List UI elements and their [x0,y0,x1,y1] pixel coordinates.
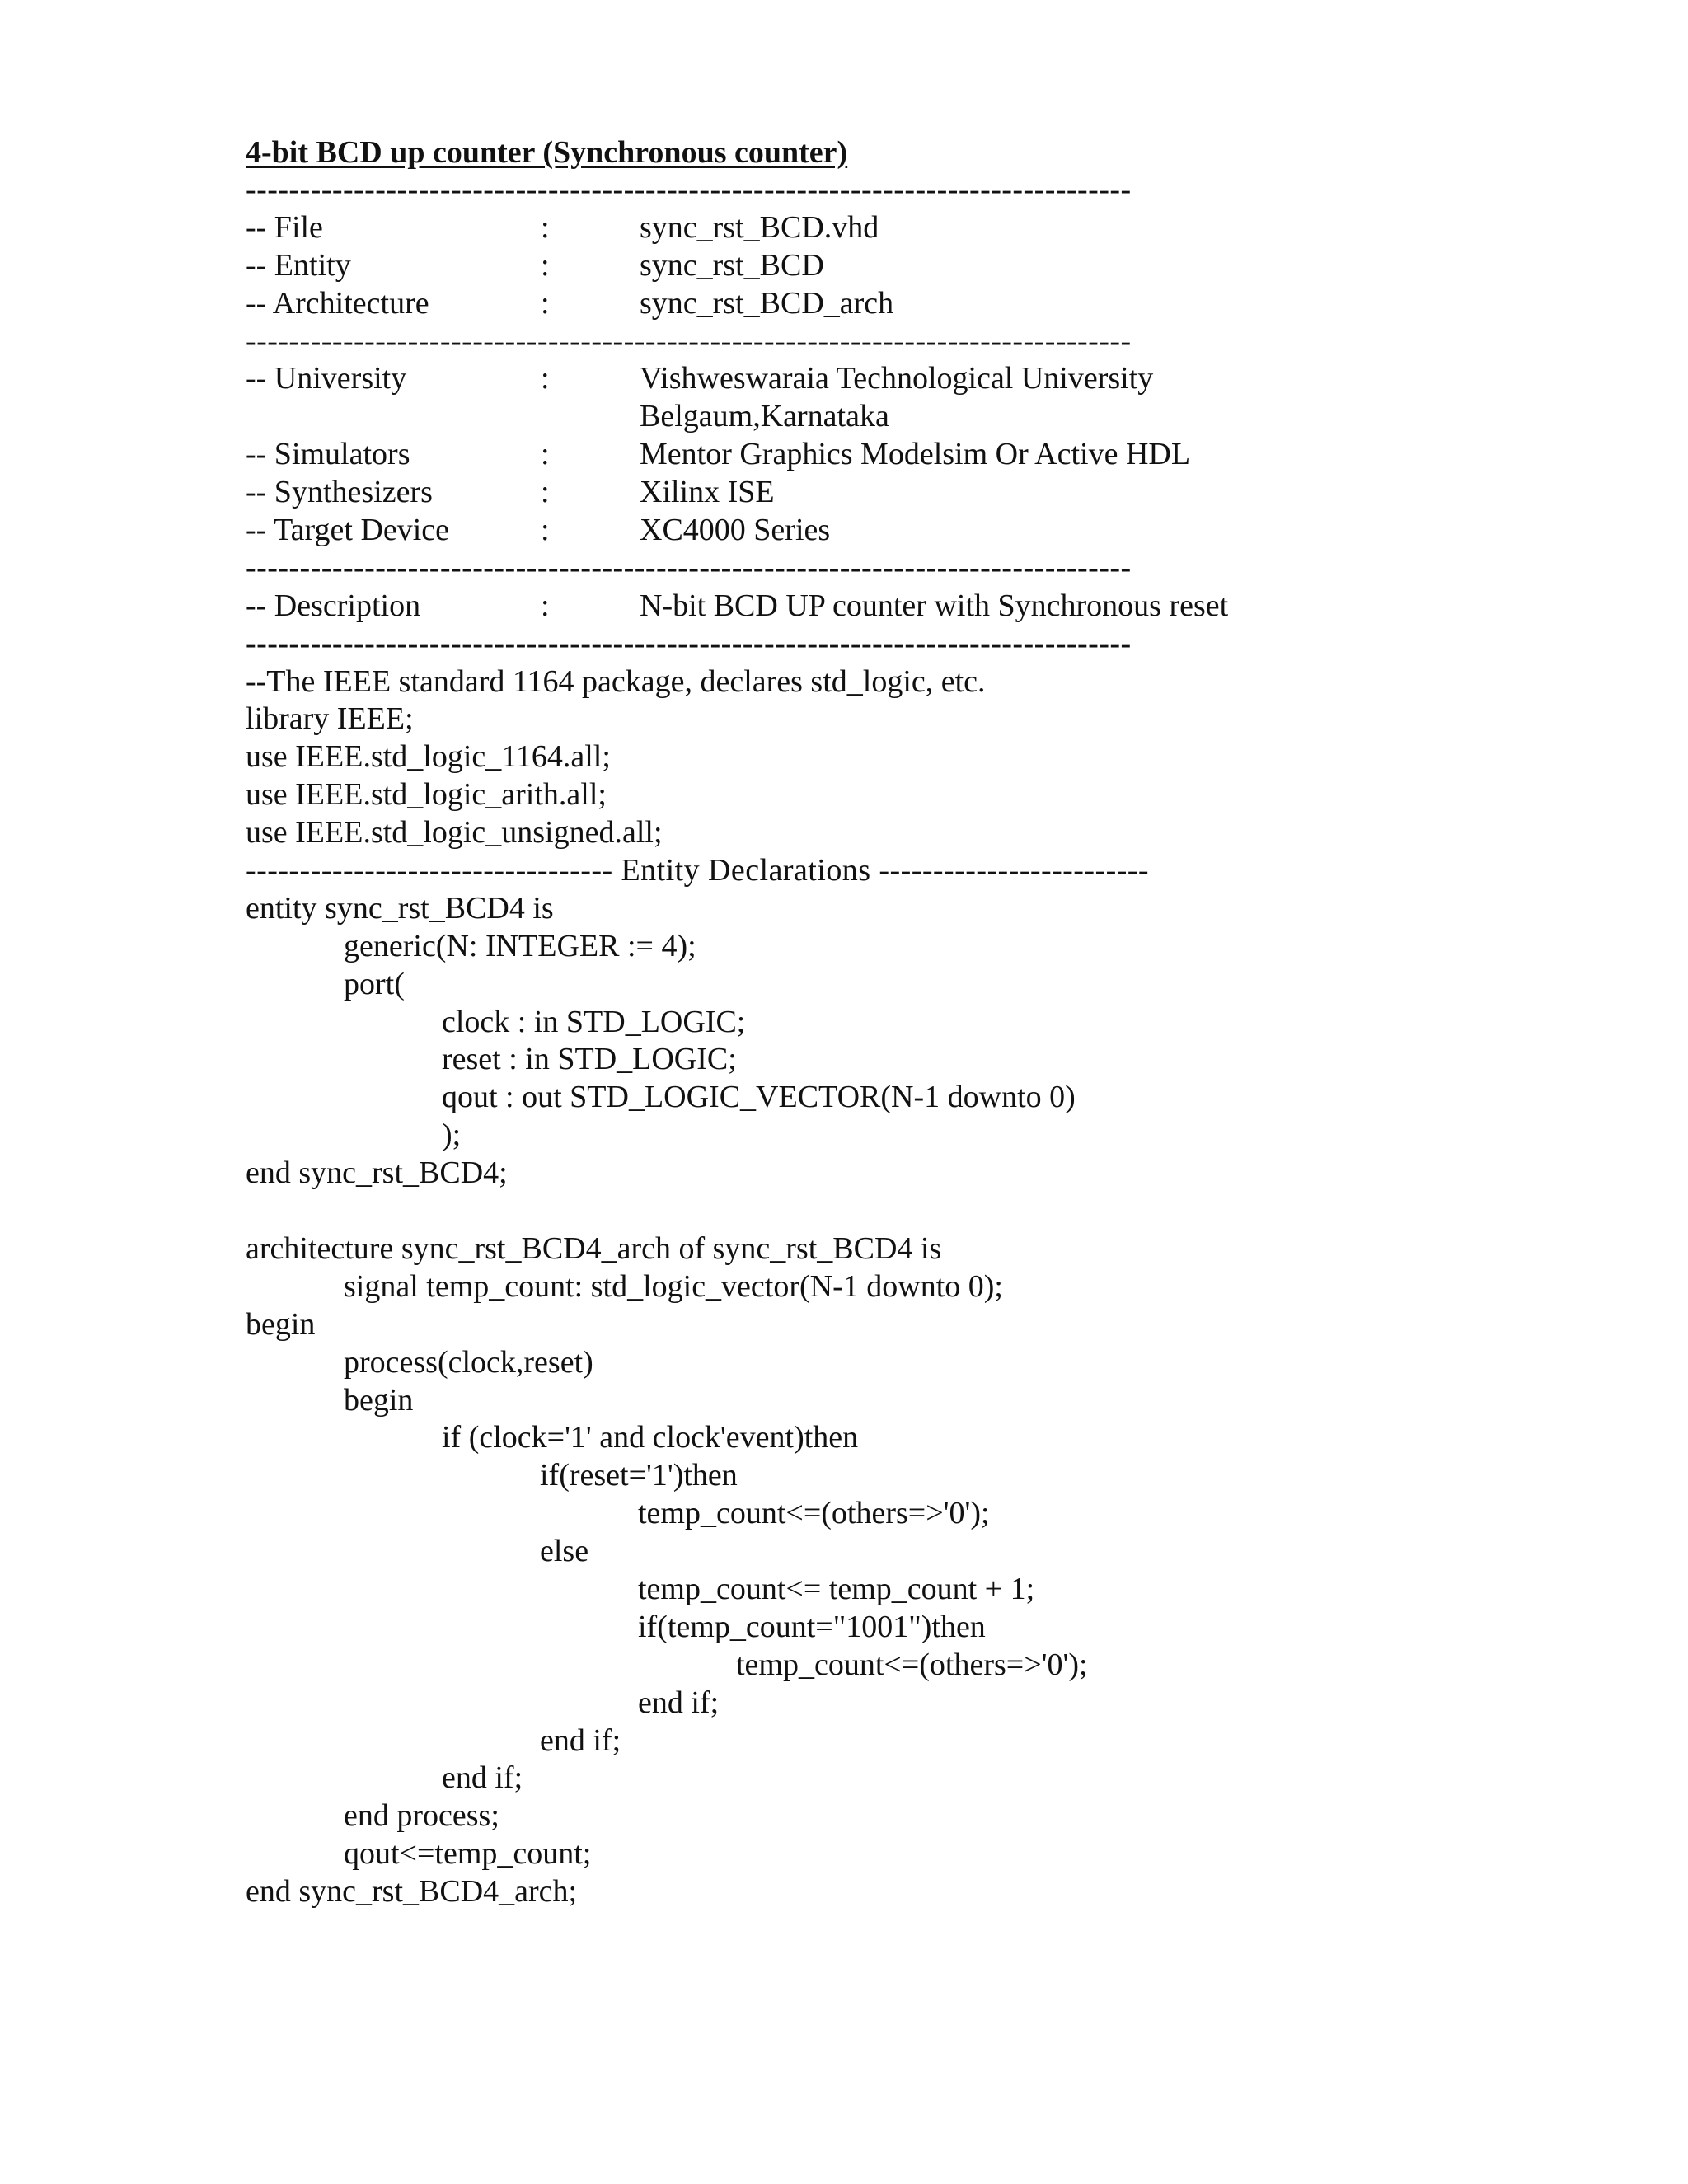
code-line: end process; [344,1798,499,1834]
code-line: else [540,1534,589,1569]
header-label: -- File [246,209,323,245]
code-line: if(reset='1')then [540,1458,738,1493]
code-line: if(temp_count="1001")then [638,1609,986,1644]
header-row-architecture [246,285,1647,323]
header-row-file [246,209,1647,247]
separator-line: ---------------------------------------------------------------------------------- [246,172,1132,207]
header-colon: : [541,513,550,548]
blank-line [246,1193,1647,1230]
code-line: qout<=temp_count; [344,1836,592,1872]
code-line: end if; [638,1685,720,1720]
header-value: Xilinx ISE [640,475,775,510]
header-value: sync_rst_BCD.vhd [640,209,879,245]
header-value: Belgaum,Karnataka [640,399,889,434]
code-line: use IEEE.std_logic_unsigned.all; [246,815,663,851]
code-line: end sync_rst_BCD4_arch; [246,1874,578,1910]
code-line: signal temp_count: std_logic_vector(N-1 downto 0); [344,1268,1003,1304]
header-row-description [246,588,1647,626]
header-value: Vishweswaraia Technological University [640,361,1154,396]
header-colon: : [541,475,550,510]
code-line: ); [442,1118,462,1153]
document-content [246,134,1647,1911]
header-colon: : [541,285,550,321]
header-label: -- Synthesizers [246,475,433,510]
separator-line: ---------------------------------------------------------------------------------- [246,323,1132,359]
header-label: -- Simulators [246,437,410,472]
header-value: sync_rst_BCD [640,247,824,283]
header-label: -- University [246,361,407,396]
header-colon: : [541,247,550,283]
code-line: port( [344,966,405,1001]
header-colon: : [541,361,550,396]
header-value: Mentor Graphics Modelsim Or Active HDL [640,437,1191,472]
code-line: clock : in STD_LOGIC; [442,1004,746,1039]
header-row-university [246,360,1647,398]
header-value: XC4000 Series [640,513,831,548]
code-line: begin [344,1382,414,1418]
code-line: generic(N: INTEGER := 4); [344,928,696,963]
header-label: -- Description [246,588,421,623]
code-line: temp_count<=(others=>'0'); [736,1647,1088,1682]
separator-line: ---------------------------------------------------------------------------------- [246,626,1132,661]
code-line: temp_count<=(others=>'0'); [638,1496,990,1531]
code-line: architecture sync_rst_BCD4_arch of sync_rst_BCD4 is [246,1230,942,1266]
code-line: use IEEE.std_logic_1164.all; [246,739,611,775]
header-colon: : [541,588,550,623]
header-value: N-bit BCD UP counter with Synchronous reset [640,588,1229,623]
entity-declarations-separator: ---------------------------------- Entity Declarations ------------------------- [246,853,1150,888]
code-line: use IEEE.std_logic_arith.all; [246,777,607,813]
header-colon: : [541,209,550,245]
header-row-simulators [246,436,1647,474]
header-row-entity [246,247,1647,285]
header-row-synthesizers [246,474,1647,512]
header-row-university-cont [246,398,1647,436]
header-label: -- Architecture [246,285,429,321]
header-label: -- Target Device [246,513,450,548]
code-line: end if; [540,1722,621,1758]
code-line: qout : out STD_LOGIC_VECTOR(N-1 downto 0) [442,1080,1076,1115]
code-line: library IEEE; [246,701,414,737]
header-value: sync_rst_BCD_arch [640,285,894,321]
header-row-target-device [246,512,1647,550]
separator-line: ---------------------------------------------------------------------------------- [246,550,1132,585]
code-line: entity sync_rst_BCD4 is [246,890,554,926]
code-line: if (clock='1' and clock'event)then [442,1420,859,1455]
code-line: reset : in STD_LOGIC; [442,1042,737,1077]
code-line: --The IEEE standard 1164 package, declares std_logic, etc. [246,663,986,699]
code-line: begin [246,1306,316,1342]
document-title: 4-bit BCD up counter (Synchronous counter) [246,135,848,170]
header-colon: : [541,437,550,472]
code-line: process(clock,reset) [344,1344,593,1380]
header-label: -- Entity [246,247,351,283]
code-line: end if; [442,1760,523,1796]
code-line: end sync_rst_BCD4; [246,1155,508,1191]
code-line: temp_count<= temp_count + 1; [638,1571,1035,1606]
